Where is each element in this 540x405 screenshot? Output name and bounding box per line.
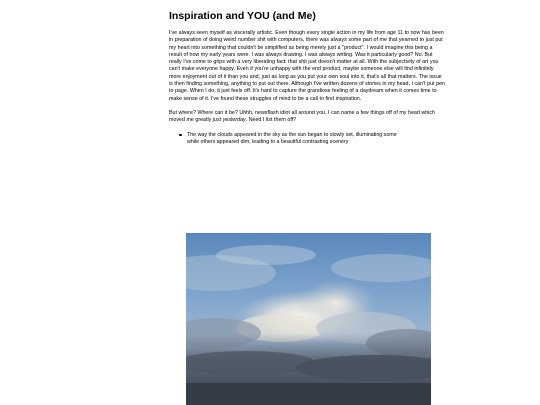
bullet-icon [179,134,182,137]
post-title: Inspiration and YOU (and Me) [169,10,316,22]
post-paragraph: I've always seen myself as viscerally artistic. Even though every single action in my life from age 11 to now has been in preparation of doing weird number shit with computers, there was always some part of me that yearned to just put my heart into something that couldn't be simplified as being merely just a "product". I would imagine this being a result of how my early years were. I was always drawing. I was always writing. Was it particularly good? No. But really I've come to grips with a very liberating fact: that shit just doesn't matter at all. With the subjectivity of art you can't make everyone happy. Even if you're unhappy with the end product, maybe someone else will find infinitely more enjoyment out of it than you and, just as long as you put your own soul into it, that's all that matters. The issue is then finding something, anything to put out there. Although I've written dozens of stories in my head, I can't put pen to page. When I do, it just feels off. It's hard to capture the grandiose feeling of a daydream when it comes time to make sense of it. I've found these struggles of mind to be a call to find inspiration. [169,30,445,102]
post-paragraph-question [169,110,445,125]
paragraph-text: But where? Where can it be? Uhhh, newsflash idiot all around you. I can name a few things off of my head which moved me greatly [169,109,435,124]
list-item [187,132,405,147]
article [169,10,445,146]
emphasis-text: just yesterday [212,117,246,124]
list-item-text: The way the clouds appeared in the sky as the sun began to slowly set, illuminating some while others appeared dim, leading to a beautiful contrasting scenery [187,131,397,145]
cloudy-sky-photo [186,233,431,405]
inspiration-list [169,132,445,147]
paragraph-text-end: . Need I list them off? [245,117,297,124]
sky-image [186,233,431,405]
